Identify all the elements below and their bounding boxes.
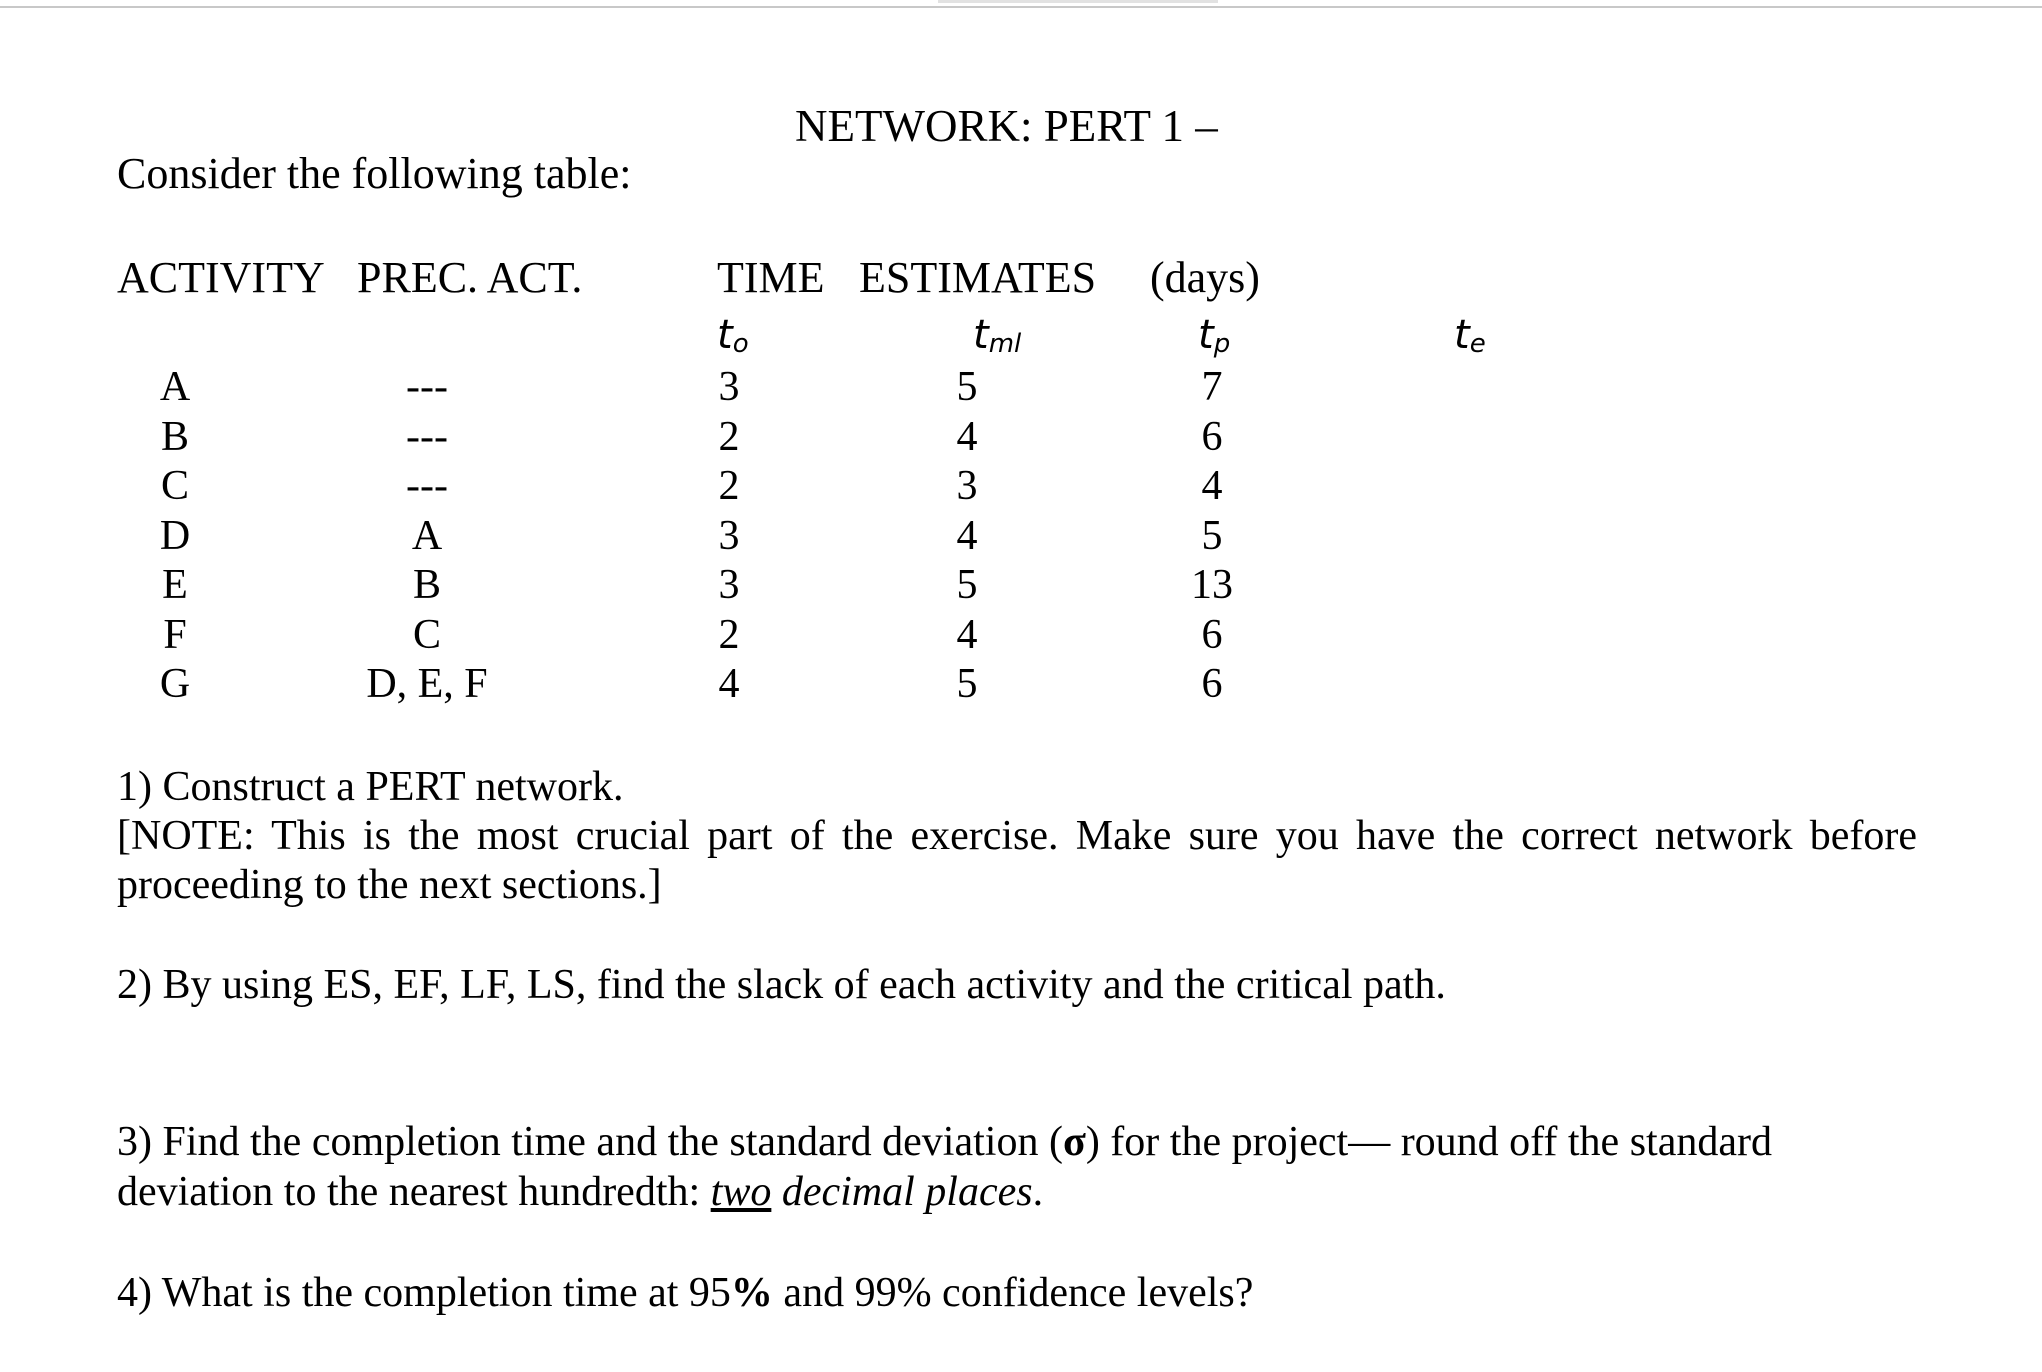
- table-cell-tp: 13: [1191, 562, 1233, 608]
- question-1-line-2: [NOTE: This is the most crucial part of the exercise. Make sure you have the correct network before: [117, 813, 1917, 859]
- header-time: TIME: [717, 253, 825, 302]
- table-cell-to: 4: [718, 661, 740, 707]
- table-cell-activity: C: [160, 463, 189, 509]
- column-tp: [1182, 365, 1242, 712]
- column-to: [707, 365, 751, 712]
- table-cell-activity: B: [160, 413, 189, 460]
- question-1-line-3: proceeding to the next sections.]: [117, 862, 662, 908]
- table-cell-to: 2: [718, 463, 740, 509]
- column-prec: [347, 365, 507, 712]
- table-cell-tp: 6: [1201, 611, 1223, 658]
- table-cell-tml: 4: [956, 512, 978, 559]
- table-cell-to: 3: [718, 512, 740, 559]
- table-cell-prec: A: [411, 512, 443, 559]
- page-title: NETWORK: PERT 1 –: [795, 101, 1218, 151]
- top-tab-indicator: [938, 0, 1218, 3]
- table-cell-tp: 6: [1201, 413, 1223, 460]
- table-cell-tml: 4: [956, 413, 978, 460]
- question-4: 4) What is the completion time at 95% and 99% confidence levels?: [117, 1270, 1254, 1316]
- column-activity: [145, 365, 205, 712]
- table-cell-prec: D, E, F: [366, 661, 488, 707]
- table-cell-tml: 5: [956, 661, 978, 707]
- intro-text: Consider the following table:: [117, 149, 632, 198]
- header-activity: ACTIVITY: [117, 253, 325, 302]
- subheader-te: $t_e$: [1454, 312, 1486, 359]
- table-cell-to: 2: [718, 413, 740, 460]
- table-cell-tml: 3: [956, 463, 978, 509]
- column-tml: [945, 365, 989, 712]
- subheader-tp: $t_p$: [1198, 312, 1231, 359]
- table-cell-activity: D: [159, 512, 191, 559]
- table-cell-tml: 4: [956, 611, 978, 658]
- table-cell-prec: C: [412, 611, 441, 658]
- table-cell-tp: 7: [1201, 364, 1223, 410]
- header-days: (days): [1150, 253, 1260, 302]
- header-estimates: ESTIMATES: [859, 253, 1097, 302]
- table-cell-activity: A: [159, 364, 191, 410]
- question-3-line-1: 3) Find the completion time and the standard deviation (σ) for the project— round off the standard: [117, 1119, 1772, 1165]
- subheader-to: $t_o$: [717, 312, 749, 359]
- table-cell-prec: ---: [406, 364, 448, 410]
- table-cell-activity: F: [163, 611, 187, 658]
- table-cell-prec: B: [412, 562, 441, 608]
- question-1-line-1: 1) Construct a PERT network.: [117, 764, 624, 810]
- sigma-symbol: σ: [1062, 1119, 1086, 1165]
- table-cell-tml: 5: [956, 562, 978, 608]
- question-3-line-2: deviation to the nearest hundredth: two decimal places.: [117, 1169, 1044, 1215]
- table-cell-to: 2: [718, 611, 740, 658]
- subheader-tml: $t_{ml}$: [973, 312, 1022, 359]
- table-cell-tp: 6: [1201, 661, 1223, 707]
- question-2: 2) By using ES, EF, LF, LS, find the slack of each activity and the critical path.: [117, 962, 1446, 1008]
- table-cell-to: 3: [718, 562, 740, 608]
- table-cell-to: 3: [718, 364, 740, 410]
- table-cell-tml: 5: [956, 364, 978, 410]
- table-cell-prec: ---: [406, 413, 448, 460]
- header-prec: PREC. ACT.: [357, 253, 583, 302]
- table-cell-prec: ---: [406, 463, 448, 509]
- table-cell-tp: 4: [1201, 463, 1223, 509]
- table-cell-activity: E: [162, 562, 188, 608]
- top-border-line: [0, 6, 2042, 8]
- table-cell-activity: G: [159, 661, 191, 707]
- table-cell-tp: 5: [1201, 512, 1223, 559]
